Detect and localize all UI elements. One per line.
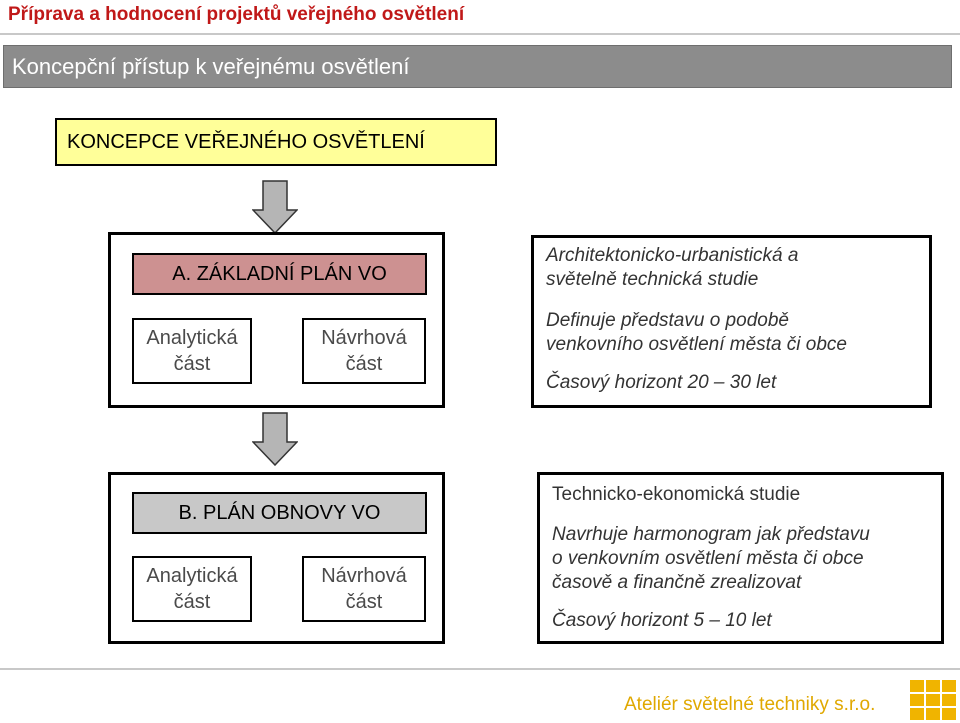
- slide-subtitle: Koncepční přístup k veřejnému osvětlení: [12, 54, 410, 79]
- concept-label: KONCEPCE VEŘEJNÉHO OSVĚTLENÍ: [67, 131, 425, 153]
- plan-a-definition-line: venkovního osvětlení města či obce: [546, 334, 848, 355]
- analytic-part-line: část: [173, 591, 211, 613]
- plan-b-title: B. PLÁN OBNOVY VO: [132, 492, 427, 534]
- plan-b-proposal-line: o venkovním osvětlení města či obce: [552, 548, 864, 569]
- plan-b-info-box: [537, 472, 944, 644]
- plan-a-info-box: [531, 235, 932, 408]
- plan-a-study-line: Architektonicko-urbanistická a: [546, 245, 799, 266]
- plan-b-proposal-line: Navrhuje harmonogram jak představu: [552, 524, 870, 545]
- plan-b-study: Technicko-ekonomická studie: [552, 484, 801, 505]
- design-part-line: Návrhová: [321, 327, 407, 349]
- analytic-part-line: Analytická: [146, 327, 238, 349]
- down-arrow-icon: [252, 412, 298, 466]
- design-part-line: Návrhová: [321, 565, 407, 587]
- plan-b-analytic-part: [132, 556, 252, 622]
- concept-box: [55, 118, 497, 166]
- down-arrow-icon: [252, 180, 298, 234]
- plan-a-horizon: Časový horizont 20 – 30 let: [546, 372, 777, 393]
- plan-a-title: A. ZÁKLADNÍ PLÁN VO: [132, 253, 427, 295]
- plan-a-definition-line: Definuje představu o podobě: [546, 310, 789, 331]
- document-title: Příprava a hodnocení projektů veřejného osvětlení: [8, 4, 465, 25]
- plan-b-horizon: Časový horizont 5 – 10 let: [552, 610, 772, 631]
- design-part-line: část: [345, 591, 383, 613]
- slide-subtitle-bar: [3, 45, 952, 88]
- plan-a-design-part: [302, 318, 426, 384]
- design-part-line: část: [345, 353, 383, 375]
- title-divider: [0, 33, 960, 35]
- company-logo-icon: [910, 680, 956, 720]
- plan-b-design-part: [302, 556, 426, 622]
- plan-a-analytic-part: [132, 318, 252, 384]
- plan-b-proposal-line: časově a finančně zrealizovat: [552, 572, 802, 593]
- analytic-part-line: část: [173, 353, 211, 375]
- footer-divider: [0, 668, 960, 670]
- plan-a-study-line: světelně technická studie: [546, 269, 759, 290]
- analytic-part-line: Analytická: [146, 565, 238, 587]
- footer-company-name: Ateliér světelné techniky s.r.o.: [624, 694, 876, 715]
